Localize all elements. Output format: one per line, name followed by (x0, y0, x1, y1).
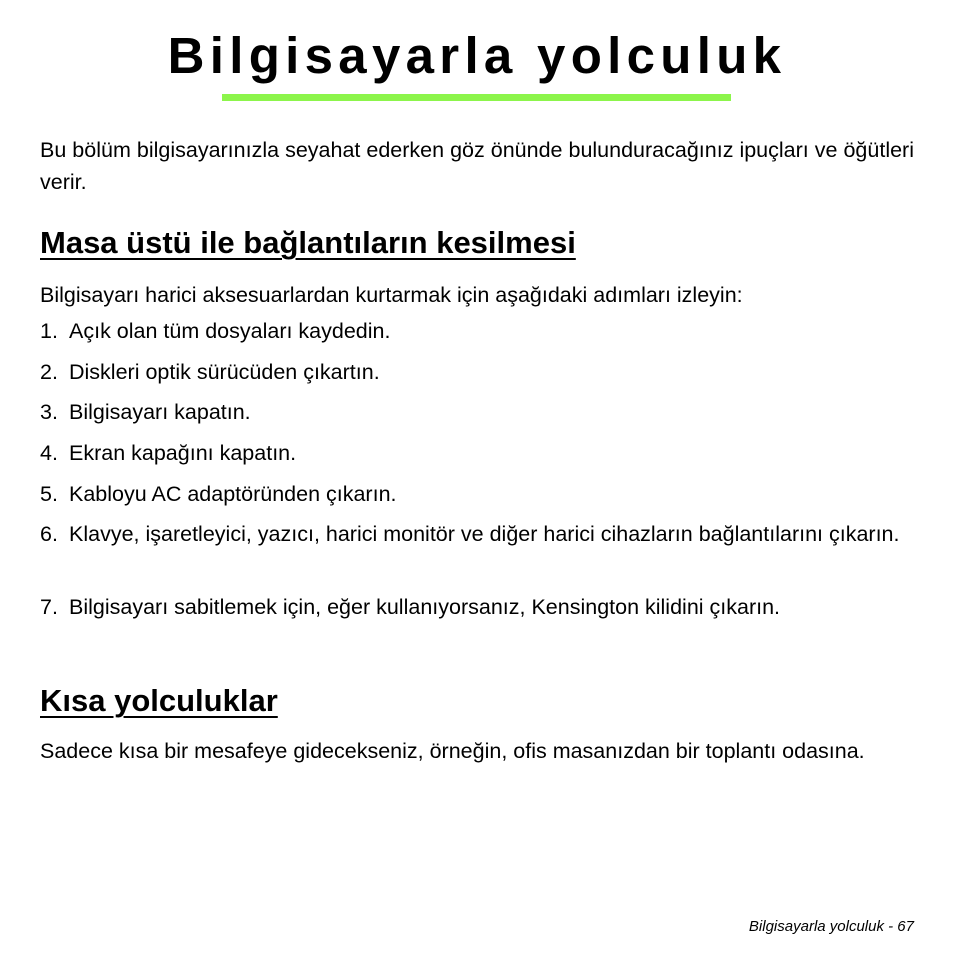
intro-paragraph: Bu bölüm bilgisayarınızla seyahat ederken göz önünde bulunduracağınız ipuçları ve öğütleri verir. (40, 138, 914, 194)
list-item-text: Bilgisayarı sabitlemek için, eğer kullanıyorsanız, Kensington kilidini çıkarın. (69, 595, 781, 619)
list-item (40, 478, 914, 510)
list-item (40, 396, 914, 428)
list-item-text: Bilgisayarı kapatın. (69, 400, 251, 424)
short-trips-paragraph: Sadece kısa bir mesafeye gidecekseniz, örneğin, ofis masanızdan bir toplantı odasına. (40, 739, 865, 763)
list-item-number: 7. (40, 595, 58, 619)
list-item (40, 591, 914, 623)
list-item-number: 2. (40, 360, 58, 384)
list-item-text: Diskleri optik sürücüden çıkartın. (69, 360, 380, 384)
list-item (40, 437, 914, 469)
list-item-number: 1. (40, 319, 58, 343)
list-item-number: 6. (40, 522, 58, 546)
section-lead-paragraph: Bilgisayarı harici aksesuarlardan kurtarmak için aşağıdaki adımları izleyin: (40, 283, 743, 307)
list-item-number: 5. (40, 482, 58, 506)
list-item-number: 3. (40, 400, 58, 424)
section-heading-disconnect: Masa üstü ile bağlantıların kesilmesi (40, 225, 576, 260)
page-title: Bilgisayarla yolculuk (167, 27, 787, 84)
list-item-text: Ekran kapağını kapatın. (69, 441, 297, 465)
list-item-text: Açık olan tüm dosyaları kaydedin. (69, 319, 391, 343)
list-item-text: Klavye, işaretleyici, yazıcı, harici monitör ve diğer harici cihazların bağlantılarını çıkarın. (69, 522, 900, 546)
list-item (40, 518, 914, 550)
list-item-number: 4. (40, 441, 58, 465)
section-heading-short-trips: Kısa yolculuklar (40, 683, 278, 718)
list-item-text: Kabloyu AC adaptöründen çıkarın. (69, 482, 397, 506)
list-item (40, 315, 914, 347)
title-underline-bar (222, 94, 731, 101)
page-footer: Bilgisayarla yolculuk - 67 (748, 918, 914, 935)
list-item (40, 356, 914, 388)
